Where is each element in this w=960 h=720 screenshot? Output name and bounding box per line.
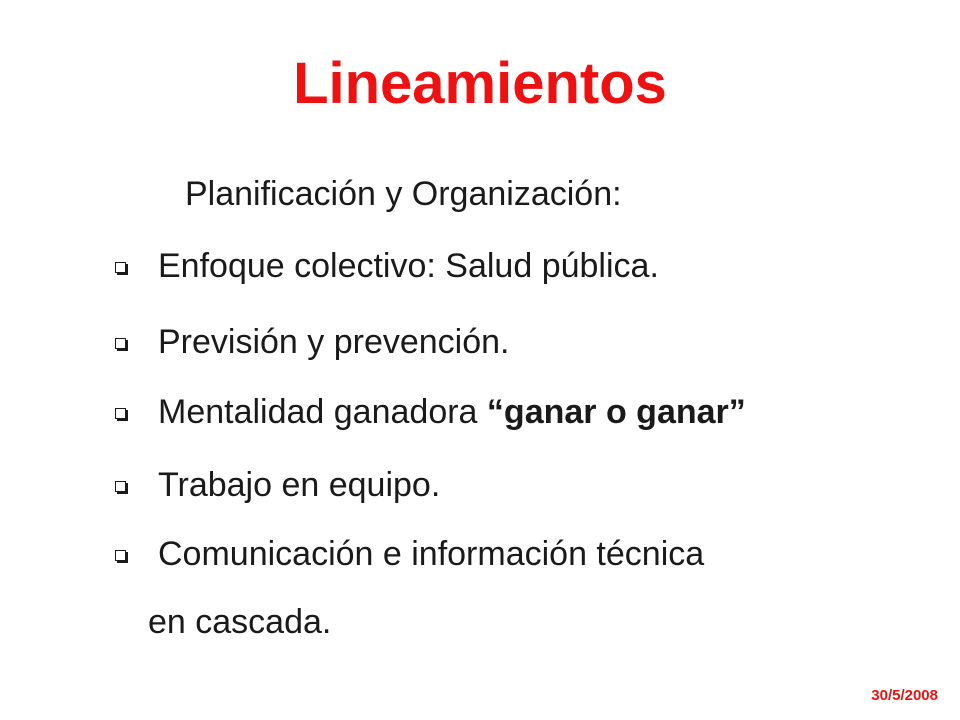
slide-date: 30/5/2008 (871, 687, 938, 704)
list-item-emphasis: “ganar o ganar” (486, 393, 746, 431)
list-item-text: Mentalidad ganadora (158, 393, 487, 431)
square-bullet-icon (115, 481, 126, 492)
list-item-text: Previsión y prevención. (158, 323, 510, 361)
square-bullet-icon (115, 262, 126, 273)
list-item-text: Trabajo en equipo. (158, 466, 441, 504)
list-item-text-wrapper (158, 388, 746, 436)
square-bullet-icon (115, 408, 126, 419)
square-bullet-icon (115, 550, 126, 561)
list-item-text: Enfoque colectivo: Salud pública. (158, 247, 659, 285)
list-item-continuation: en cascada. (148, 603, 332, 641)
section-subtitle: Planificación y Organización: (185, 175, 622, 213)
slide-title: Lineamientos (293, 51, 667, 116)
square-bullet-icon (115, 338, 126, 349)
list-item-text: Comunicación e información técnica (158, 535, 705, 573)
